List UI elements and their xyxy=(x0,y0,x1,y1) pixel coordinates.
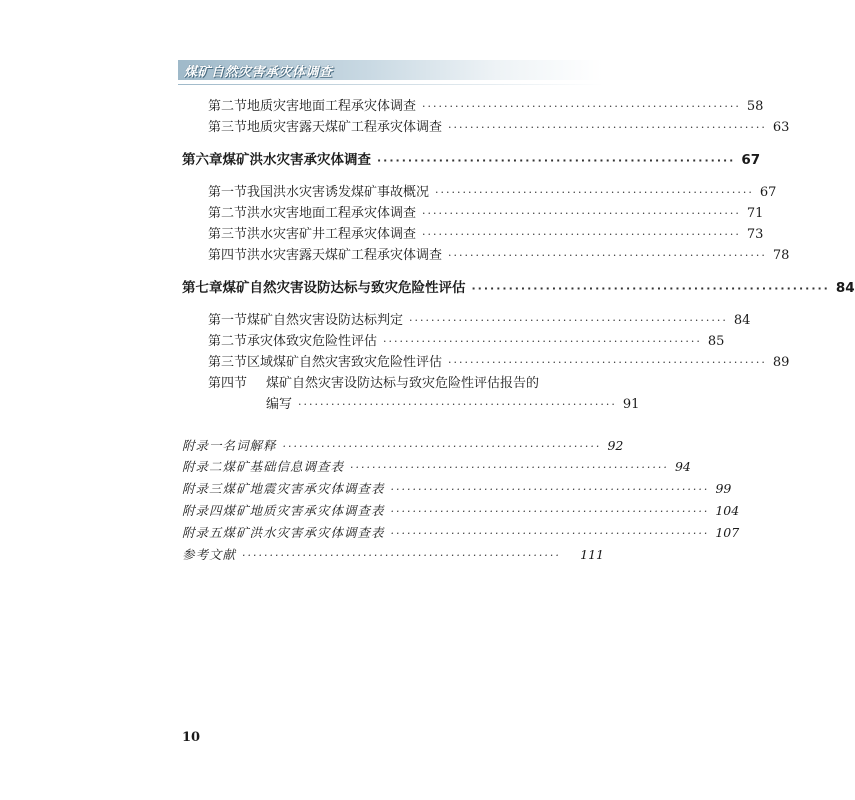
toc-appendix-label: 附录三 xyxy=(182,481,223,496)
toc-appendix-label: 附录二 xyxy=(182,459,223,474)
toc-entry-page: 71 xyxy=(746,206,764,221)
toc-entry[interactable] xyxy=(208,332,725,352)
toc-appendix-title: 名词解释 xyxy=(222,438,277,453)
toc-appendix-title: 煤矿基础信息调查表 xyxy=(222,459,345,474)
page-number: 10 xyxy=(182,730,201,745)
toc-entry-label: 第三节 xyxy=(208,227,248,242)
toc-chapter-page: 84 xyxy=(835,280,855,296)
toc-chapter[interactable] xyxy=(182,278,855,298)
toc-entry[interactable] xyxy=(208,118,790,138)
toc-appendix-page: 107 xyxy=(715,525,740,540)
leader-dots: ·························································· xyxy=(422,100,741,113)
toc-chapter-label: 第七章 xyxy=(182,280,223,296)
toc-entry[interactable] xyxy=(208,246,790,266)
toc-appendix-page: 99 xyxy=(715,481,732,496)
toc-entry[interactable] xyxy=(208,353,790,373)
running-header-title: 煤矿自然灾害承灾体调查 xyxy=(184,65,333,80)
toc-entry-page: 63 xyxy=(772,120,790,135)
leader-dots: ·························································· xyxy=(422,228,741,241)
toc-entry-label: 第四节 xyxy=(208,376,248,391)
leader-dots: ·························································· xyxy=(298,398,617,411)
toc-entry[interactable] xyxy=(208,97,764,117)
leader-dots: ·························································· xyxy=(383,335,702,348)
toc-entry[interactable] xyxy=(208,225,764,245)
toc-entry-label: 第一节 xyxy=(208,185,248,200)
leader-dots: ·························································· xyxy=(390,527,710,540)
toc-entry[interactable] xyxy=(208,374,604,394)
toc-entry-page: 73 xyxy=(746,227,764,242)
toc-references-label: 参考文献 xyxy=(182,547,237,562)
toc-entry-page: 58 xyxy=(746,99,764,114)
toc-chapter-title: 煤矿自然灾害设防达标与致灾危险性评估 xyxy=(222,280,466,296)
leader-dots: ·························································· xyxy=(448,121,767,134)
toc-appendix[interactable] xyxy=(182,501,740,521)
toc-appendix-title: 煤矿地震灾害承灾体调查表 xyxy=(222,481,385,496)
toc-chapter-title: 煤矿洪水灾害承灾体调查 xyxy=(222,152,371,168)
toc-references[interactable] xyxy=(182,545,604,565)
toc-appendix[interactable] xyxy=(182,436,624,456)
toc-references-page: 111 xyxy=(580,547,604,562)
leader-dots: ·························································· xyxy=(435,186,754,199)
toc-appendix-title: 煤矿洪水灾害承灾体调查表 xyxy=(222,525,385,540)
toc-chapter-page: 67 xyxy=(741,152,761,168)
toc-entry-page: 85 xyxy=(707,334,725,349)
toc-entry-page: 67 xyxy=(759,185,777,200)
toc-appendix-title: 煤矿地质灾害承灾体调查表 xyxy=(222,503,385,518)
toc-entry-title: 我国洪水灾害诱发煤矿事故概况 xyxy=(247,185,430,200)
toc-entry-title-continued: 编写 xyxy=(266,397,293,412)
toc-entry-title: 区域煤矿自然灾害致灾危险性评估 xyxy=(247,355,443,370)
leader-dots: ·························································· xyxy=(422,207,741,220)
toc-entry-label: 第二节 xyxy=(208,99,248,114)
leader-dots: ·························································· xyxy=(448,249,767,262)
toc-entry-title: 洪水灾害地面工程承灾体调查 xyxy=(247,206,417,221)
toc-entry-title: 洪水灾害露天煤矿工程承灾体调查 xyxy=(247,248,443,263)
toc-appendix[interactable] xyxy=(182,523,740,543)
leader-dots: ·························································· xyxy=(377,154,736,167)
toc-appendix[interactable] xyxy=(182,457,691,477)
toc-chapter-label: 第六章 xyxy=(182,152,223,168)
toc-entry-title: 承灾体致灾危险性评估 xyxy=(247,334,378,349)
toc-entry-page: 89 xyxy=(772,355,790,370)
toc-entry-page: 91 xyxy=(622,397,640,412)
toc-appendix-page: 94 xyxy=(674,459,691,474)
leader-dots: ·························································· xyxy=(242,549,561,562)
leader-dots: ·························································· xyxy=(390,483,710,496)
toc-chapter[interactable] xyxy=(182,150,761,170)
toc-entry-title: 地质灾害地面工程承灾体调查 xyxy=(247,99,417,114)
leader-dots: ·························································· xyxy=(282,440,602,453)
toc-entry-title: 洪水灾害矿井工程承灾体调查 xyxy=(247,227,417,242)
toc-entry-label: 第二节 xyxy=(208,334,248,349)
toc-entry-continuation[interactable] xyxy=(266,395,640,415)
toc-entry[interactable] xyxy=(208,311,751,331)
toc-appendix-label: 附录四 xyxy=(182,503,223,518)
toc-entry-label: 第二节 xyxy=(208,206,248,221)
leader-dots: ·························································· xyxy=(448,356,767,369)
toc-appendix-label: 附录一 xyxy=(182,438,223,453)
toc-appendix[interactable] xyxy=(182,479,732,499)
toc-entry-page: 78 xyxy=(772,248,790,263)
leader-dots: ·························································· xyxy=(390,505,710,518)
leader-dots: ·························································· xyxy=(471,282,830,295)
toc-entry-title: 煤矿自然灾害设防达标判定 xyxy=(247,313,404,328)
toc-entry-title: 煤矿自然灾害设防达标与致灾危险性评估报告的 xyxy=(266,376,540,391)
toc-appendix-page: 104 xyxy=(715,503,740,518)
toc-entry-page: 84 xyxy=(733,313,751,328)
leader-dots: ·························································· xyxy=(409,314,728,327)
toc-entry-label: 第三节 xyxy=(208,120,248,135)
toc-appendix-label: 附录五 xyxy=(182,525,223,540)
toc-entry-title: 地质灾害露天煤矿工程承灾体调查 xyxy=(247,120,443,135)
toc-entry-label: 第四节 xyxy=(208,248,248,263)
toc-entry[interactable] xyxy=(208,204,764,224)
toc-entry[interactable] xyxy=(208,183,777,203)
toc-appendix-page: 92 xyxy=(607,438,624,453)
toc-entry-label: 第三节 xyxy=(208,355,248,370)
toc-entry-label: 第一节 xyxy=(208,313,248,328)
leader-dots: ·························································· xyxy=(350,461,669,474)
